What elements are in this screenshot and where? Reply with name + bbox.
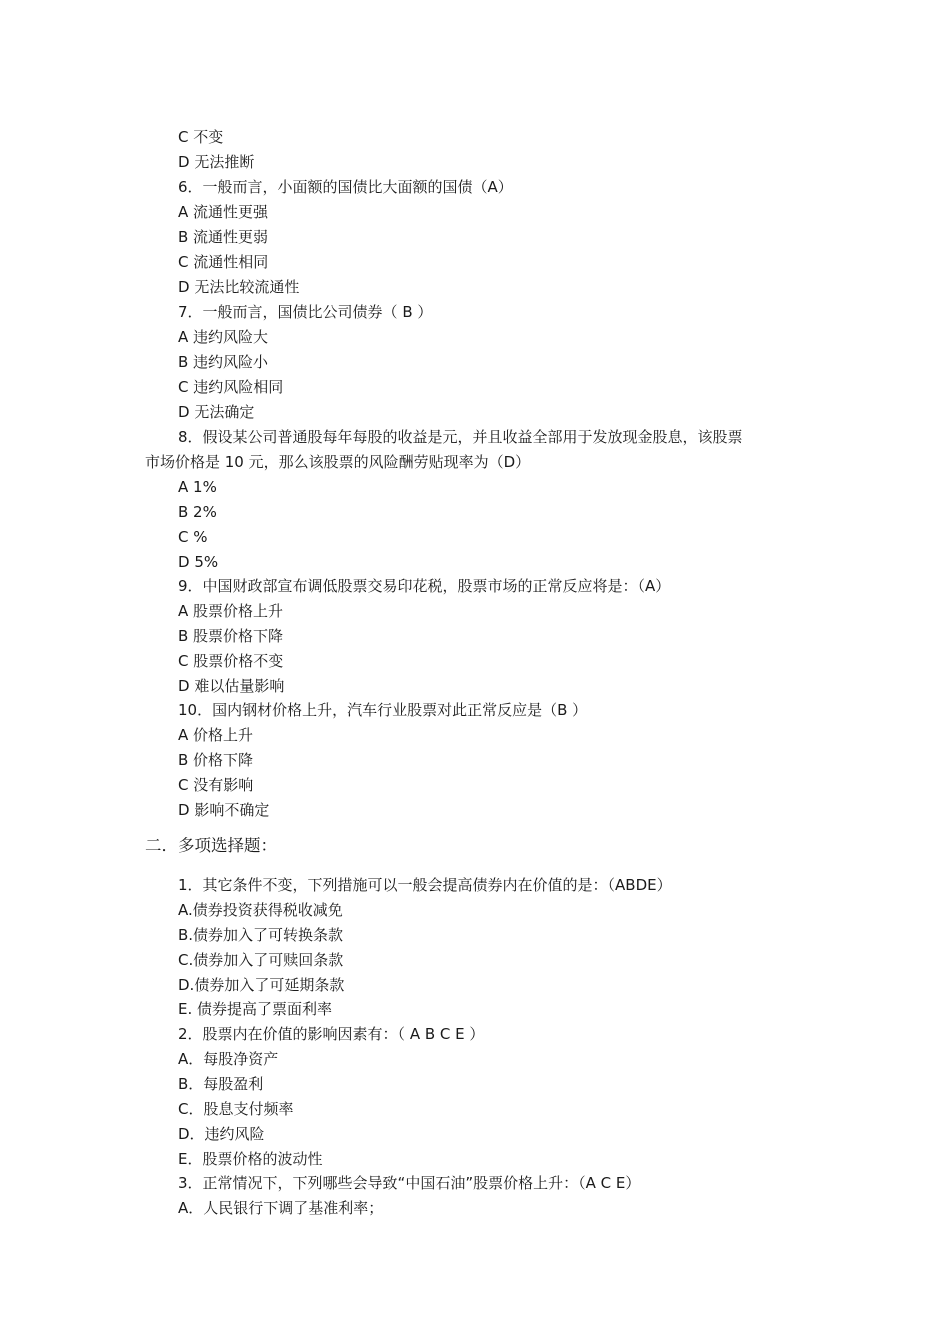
question-line: 3．正常情况下，下列哪些会导致“中国石油”股票价格上升：（A C E） xyxy=(178,1174,641,1192)
option-line: D 影响不确定 xyxy=(178,801,270,819)
option-line: D 无法确定 xyxy=(178,403,255,421)
question-line-continued: 市场价格是 10 元，那么该股票的风险酬劳贴现率为（D） xyxy=(145,453,531,471)
option-line: A.债券投资获得税收减免 xyxy=(178,901,343,919)
option-line: B 价格下降 xyxy=(178,751,254,769)
option-line: B．每股盈利 xyxy=(178,1075,264,1093)
question-line: 1．其它条件不变，下列措施可以一般会提高债券内在价值的是：（ABDE） xyxy=(178,876,672,894)
question-line: 9．中国财政部宣布调低股票交易印花税，股票市场的正常反应将是：（A） xyxy=(178,577,671,595)
option-line: A 股票价格上升 xyxy=(178,602,284,620)
question-line: 7．一般而言，国债比公司债券（ B ） xyxy=(178,303,433,321)
option-line: A．每股净资产 xyxy=(178,1050,279,1068)
question-line: 6．一般而言，小面额的国债比大面额的国债（A） xyxy=(178,178,513,196)
option-line: E．股票价格的波动性 xyxy=(178,1150,323,1168)
option-line: E. 债券提高了票面利率 xyxy=(178,1000,333,1018)
option-line: C 违约风险相同 xyxy=(178,378,284,396)
option-line: B 2% xyxy=(178,503,217,521)
option-line: A 价格上升 xyxy=(178,726,254,744)
option-line: C 不变 xyxy=(178,128,224,146)
option-line: C 流通性相同 xyxy=(178,253,269,271)
option-line: D.债券加入了可延期条款 xyxy=(178,976,345,994)
option-line: D 无法推断 xyxy=(178,153,255,171)
option-line: D．违约风险 xyxy=(178,1125,265,1143)
option-line: C 股票价格不变 xyxy=(178,652,284,670)
option-line: D 难以估量影响 xyxy=(178,677,285,695)
option-line: C % xyxy=(178,528,208,546)
option-line: C.债券加入了可赎回条款 xyxy=(178,951,344,969)
option-line: A 违约风险大 xyxy=(178,328,269,346)
section-heading: 二．多项选择题： xyxy=(145,836,277,855)
option-line: A 流通性更强 xyxy=(178,203,269,221)
question-line: 10．国内钢材价格上升，汽车行业股票对此正常反应是（B ） xyxy=(178,701,588,719)
option-line: A 1% xyxy=(178,478,217,496)
question-line: 8．假设某公司普通股每年每股的收益是元，并且收益全部用于发放现金股息，该股票 xyxy=(178,428,743,446)
option-line: D 5% xyxy=(178,553,219,571)
option-line: D 无法比较流通性 xyxy=(178,278,300,296)
option-line: B 流通性更弱 xyxy=(178,228,269,246)
option-line: B 违约风险小 xyxy=(178,353,269,371)
option-line: C 没有影响 xyxy=(178,776,254,794)
option-line: B.债券加入了可转换条款 xyxy=(178,926,344,944)
question-line: 2．股票内在价值的影响因素有：（ A B C E ） xyxy=(178,1025,485,1043)
option-line: C．股息支付频率 xyxy=(178,1100,294,1118)
option-line: B 股票价格下降 xyxy=(178,627,284,645)
option-line: A．人民银行下调了基准利率； xyxy=(178,1199,384,1217)
